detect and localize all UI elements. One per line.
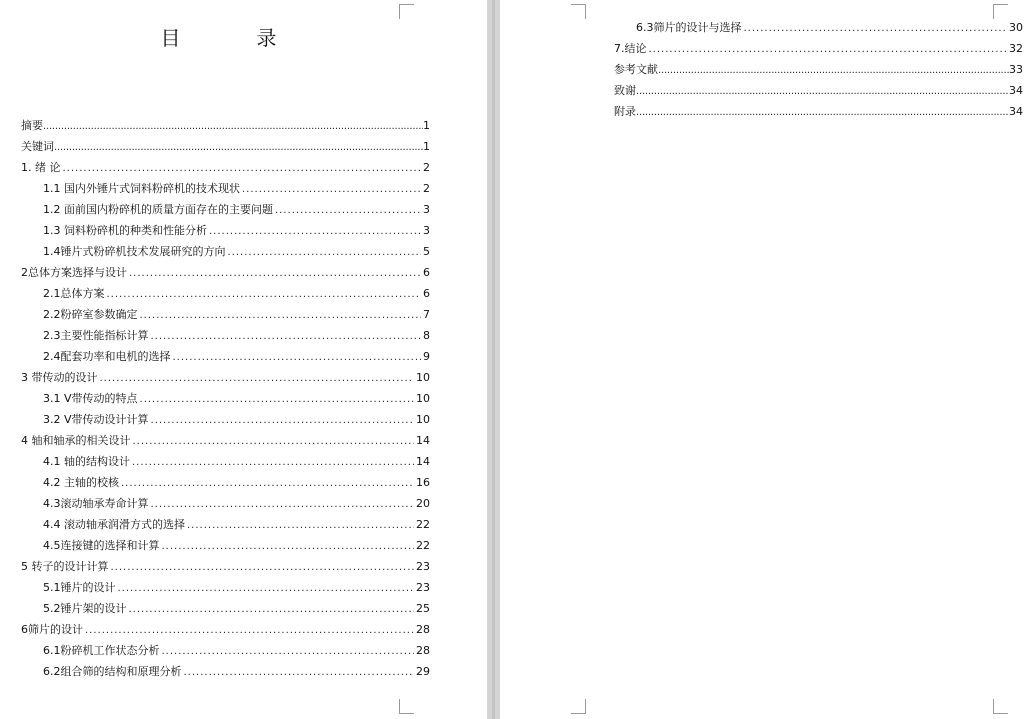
toc-entry[interactable]	[614, 38, 1023, 59]
toc-entry-title: 参考文献	[614, 63, 658, 76]
toc-page-number: 3	[423, 224, 430, 237]
toc-page-number: 10	[416, 392, 430, 405]
toc-dot-leader	[636, 81, 1009, 102]
toc-entry-title: 4.5连接键的选择和计算	[43, 539, 160, 552]
toc-page-number: 30	[1009, 21, 1023, 34]
toc-page-number: 23	[416, 560, 430, 573]
toc-page-number: 5	[423, 245, 430, 258]
toc-entry-title: 7.结论	[614, 42, 647, 55]
document-page-right	[500, 0, 1033, 719]
toc-dot-leader	[54, 137, 423, 158]
toc-dot-leader	[43, 116, 423, 137]
toc-dot-leader	[111, 557, 415, 578]
toc-dot-leader	[242, 179, 421, 200]
toc-entry[interactable]	[21, 178, 430, 199]
toc-dot-leader	[636, 102, 1009, 123]
toc-entry[interactable]	[21, 619, 430, 640]
toc-entry[interactable]	[21, 157, 430, 178]
crop-mark	[399, 699, 414, 714]
toc-entry[interactable]	[21, 367, 430, 388]
toc-entry[interactable]	[21, 241, 430, 262]
toc-entry-title: 3.1 V带传动的特点	[43, 392, 138, 405]
toc-entry-title: 摘要	[21, 119, 43, 132]
toc-dot-leader	[187, 515, 414, 536]
toc-dot-leader	[744, 18, 1008, 39]
toc-entry-title: 致谢	[614, 84, 636, 97]
toc-entry[interactable]	[21, 556, 430, 577]
toc-dot-leader	[151, 410, 414, 431]
toc-page-number: 8	[423, 329, 430, 342]
toc-page-number: 6	[423, 266, 430, 279]
toc-page-number: 10	[416, 413, 430, 426]
toc-entry[interactable]	[21, 598, 430, 619]
crop-mark	[571, 4, 586, 19]
toc-page-number: 7	[423, 308, 430, 321]
toc-entry[interactable]	[21, 388, 430, 409]
toc-page-number: 29	[416, 665, 430, 678]
toc-entry-title: 2.2粉碎室参数确定	[43, 308, 138, 321]
toc-page-number: 14	[416, 455, 430, 468]
toc-entry[interactable]	[21, 283, 430, 304]
toc-list-right	[614, 17, 1023, 122]
toc-page-number: 22	[416, 539, 430, 552]
toc-dot-leader	[132, 452, 414, 473]
toc-page-number: 34	[1009, 105, 1023, 118]
toc-page-number: 34	[1009, 84, 1023, 97]
toc-entry-title: 5 转子的设计计算	[21, 560, 109, 573]
toc-entry-title: 6.3筛片的设计与选择	[636, 21, 742, 34]
toc-entry-title: 附录	[614, 105, 636, 118]
toc-entry-title: 6筛片的设计	[21, 623, 83, 636]
toc-entry[interactable]	[614, 80, 1023, 101]
toc-entry[interactable]	[21, 451, 430, 472]
toc-entry-title: 2.3主要性能指标计算	[43, 329, 149, 342]
toc-title: 目 录	[160, 26, 305, 50]
toc-entry[interactable]	[21, 577, 430, 598]
toc-entry-title: 6.2组合筛的结构和原理分析	[43, 665, 182, 678]
toc-page-number: 1	[423, 140, 430, 153]
toc-entry[interactable]	[614, 101, 1023, 122]
toc-entry-title: 3 带传动的设计	[21, 371, 98, 384]
toc-dot-leader	[140, 305, 422, 326]
toc-page-number: 14	[416, 434, 430, 447]
toc-page-number: 10	[416, 371, 430, 384]
toc-entry[interactable]	[21, 325, 430, 346]
toc-page-number: 28	[416, 644, 430, 657]
toc-entry-title: 1.4锤片式粉碎机技术发展研究的方向	[43, 245, 226, 258]
toc-entry-title: 2.4配套功率和电机的选择	[43, 350, 171, 363]
toc-dot-leader	[184, 662, 415, 683]
toc-dot-leader	[162, 641, 415, 662]
toc-entry-title: 5.2锤片架的设计	[43, 602, 127, 615]
toc-entry-title: 2.1总体方案	[43, 287, 105, 300]
toc-dot-leader	[121, 473, 414, 494]
toc-entry-title: 2总体方案选择与设计	[21, 266, 127, 279]
toc-dot-leader	[118, 578, 415, 599]
toc-dot-leader	[63, 158, 422, 179]
toc-entry[interactable]	[21, 220, 430, 241]
toc-entry[interactable]	[21, 136, 430, 157]
toc-page-number: 32	[1009, 42, 1023, 55]
toc-list-left	[21, 115, 430, 682]
toc-dot-leader	[140, 389, 414, 410]
toc-dot-leader	[275, 200, 421, 221]
toc-entry[interactable]	[21, 661, 430, 682]
toc-entry[interactable]	[21, 409, 430, 430]
toc-entry[interactable]	[21, 346, 430, 367]
document-page-left	[0, 0, 487, 719]
toc-entry[interactable]	[21, 199, 430, 220]
toc-page-number: 22	[416, 518, 430, 531]
toc-entry[interactable]	[21, 304, 430, 325]
toc-page-number: 23	[416, 581, 430, 594]
toc-dot-leader	[658, 60, 1009, 81]
toc-dot-leader	[228, 242, 422, 263]
toc-page-number: 2	[423, 182, 430, 195]
toc-page-number: 9	[423, 350, 430, 363]
toc-dot-leader	[209, 221, 421, 242]
toc-entry[interactable]	[21, 514, 430, 535]
toc-entry[interactable]	[21, 430, 430, 451]
toc-dot-leader	[100, 368, 415, 389]
toc-entry-title: 4.1 轴的结构设计	[43, 455, 130, 468]
toc-entry-title: 3.2 V带传动设计计算	[43, 413, 149, 426]
crop-mark	[993, 699, 1008, 714]
toc-entry-title: 1. 绪 论	[21, 161, 61, 174]
toc-entry-title: 4.4 滚动轴承润滑方式的选择	[43, 518, 185, 531]
toc-entry-title: 4.3滚动轴承寿命计算	[43, 497, 149, 510]
toc-page-number: 16	[416, 476, 430, 489]
toc-dot-leader	[85, 620, 414, 641]
toc-dot-leader	[151, 494, 415, 515]
toc-page-number: 28	[416, 623, 430, 636]
toc-dot-leader	[162, 536, 415, 557]
toc-entry[interactable]	[21, 472, 430, 493]
toc-dot-leader	[173, 347, 422, 368]
toc-entry-title: 1.2 面前国内粉碎机的质量方面存在的主要问题	[43, 203, 273, 216]
toc-dot-leader	[649, 39, 1008, 60]
toc-entry[interactable]	[21, 493, 430, 514]
toc-page-number: 25	[416, 602, 430, 615]
toc-page-number: 20	[416, 497, 430, 510]
toc-page-number: 2	[423, 161, 430, 174]
toc-page-number: 1	[423, 119, 430, 132]
crop-mark	[399, 4, 414, 19]
toc-entry-title: 5.1锤片的设计	[43, 581, 116, 594]
toc-dot-leader	[129, 599, 415, 620]
toc-dot-leader	[133, 431, 415, 452]
toc-entry-title: 1.1 国内外锤片式饲料粉碎机的技术现状	[43, 182, 240, 195]
toc-entry-title: 1.3 饲料粉碎机的种类和性能分析	[43, 224, 207, 237]
toc-entry[interactable]	[21, 262, 430, 283]
toc-entry[interactable]	[21, 115, 430, 136]
toc-entry-title: 6.1粉碎机工作状态分析	[43, 644, 160, 657]
crop-mark	[571, 699, 586, 714]
toc-entry[interactable]	[21, 640, 430, 661]
toc-page-number: 3	[423, 203, 430, 216]
toc-entry[interactable]	[614, 59, 1023, 80]
toc-page-number: 6	[423, 287, 430, 300]
toc-page-number: 33	[1009, 63, 1023, 76]
toc-dot-leader	[129, 263, 421, 284]
toc-entry-title: 4.2 主轴的校核	[43, 476, 119, 489]
page-gutter	[487, 0, 500, 719]
toc-entry[interactable]	[614, 17, 1023, 38]
toc-entry-title: 4 轴和轴承的相关设计	[21, 434, 131, 447]
toc-dot-leader	[107, 284, 422, 305]
toc-entry[interactable]	[21, 535, 430, 556]
toc-entry-title: 关键词	[21, 140, 54, 153]
toc-dot-leader	[151, 326, 422, 347]
